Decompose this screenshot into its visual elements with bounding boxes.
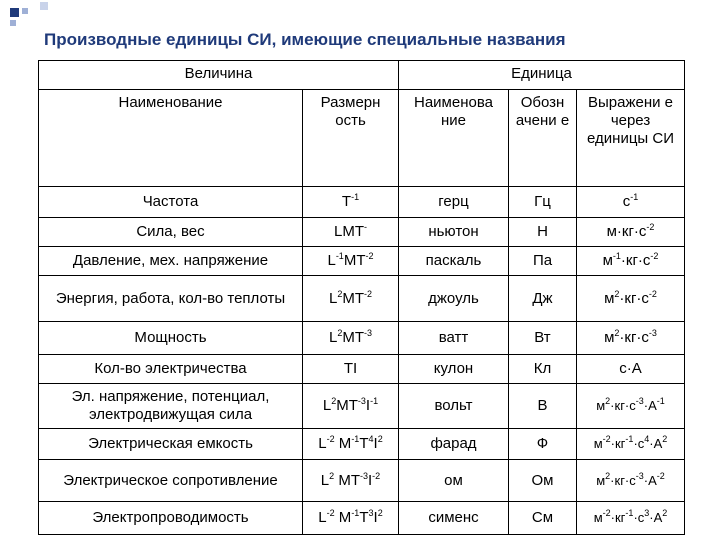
exponent: -1	[630, 192, 639, 203]
exponent: -1	[351, 434, 360, 445]
exponent: -1	[351, 507, 360, 518]
exponent: -2	[650, 251, 659, 262]
exponent: 2	[662, 434, 668, 445]
base-text: ·кг·с	[619, 289, 649, 307]
exponent: -3	[635, 396, 644, 407]
base-text: TI	[343, 359, 358, 377]
si-expression	[577, 460, 685, 501]
base-text: T	[359, 508, 369, 526]
exponent: -3	[359, 470, 368, 481]
base-text: м	[596, 398, 606, 414]
base-text: м	[593, 436, 603, 452]
si-units-table	[38, 60, 685, 535]
quantity-name: Кол-во электричества	[39, 354, 303, 383]
exponent: 2	[614, 327, 620, 338]
base-text: м·кг·с	[606, 223, 647, 241]
table-row	[39, 321, 685, 354]
base-text: с	[622, 193, 631, 211]
quantity-name: Электрическое сопротивление	[39, 460, 303, 501]
base-text: T	[341, 193, 352, 211]
table-row	[39, 429, 685, 460]
exponent: -2	[648, 288, 657, 299]
exponent: -1	[656, 396, 665, 407]
exponent: -2	[365, 251, 374, 262]
unit-symbol: Н	[509, 218, 577, 247]
dimension	[303, 354, 399, 383]
table-row	[39, 276, 685, 322]
unit-name: фарад	[399, 429, 509, 460]
dimension	[303, 383, 399, 429]
si-expression	[577, 354, 685, 383]
unit-symbol: Ом	[509, 460, 577, 501]
table-body	[39, 187, 685, 535]
base-text: L	[318, 508, 327, 526]
base-text: м	[604, 289, 615, 307]
unit-symbol: Ф	[509, 429, 577, 460]
unit-name: вольт	[399, 383, 509, 429]
dimension	[303, 218, 399, 247]
exponent: -2	[602, 434, 611, 445]
exponent: 2	[605, 396, 611, 407]
base-text: м	[602, 252, 613, 270]
decor-square-icon	[10, 8, 19, 17]
header-dimension: Размерн ость	[303, 89, 399, 186]
unit-name: кулон	[399, 354, 509, 383]
table-row	[39, 187, 685, 218]
base-text: ·А	[643, 472, 657, 488]
base-text: м	[596, 472, 606, 488]
base-text: ·кг·с	[619, 328, 649, 346]
quantity-name: Давление, мех. напряжение	[39, 247, 303, 276]
exponent: -2	[646, 222, 655, 233]
quantity-name: Электрическая емкость	[39, 429, 303, 460]
base-text: ·А	[643, 398, 657, 414]
header-symbol: Обозн ачени е	[509, 89, 577, 186]
exponent: -1	[335, 251, 344, 262]
exponent: -3	[635, 470, 644, 481]
unit-symbol: См	[509, 501, 577, 534]
decor-square-icon	[22, 8, 28, 14]
base-text: MT	[342, 289, 364, 307]
unit-name: герц	[399, 187, 509, 218]
header-expression: Выражени е через единицы СИ	[577, 89, 685, 186]
base-text: MT	[343, 252, 366, 270]
exponent: -2	[364, 288, 373, 299]
exponent: 2	[337, 288, 343, 299]
table-row	[39, 383, 685, 429]
si-expression	[577, 429, 685, 460]
base-text: L	[318, 435, 327, 453]
base-text: ·кг·с	[610, 398, 636, 414]
exponent: 4	[368, 434, 374, 445]
exponent: -2	[656, 470, 665, 481]
base-text: MT	[334, 471, 360, 489]
header-name: Наименование	[39, 89, 303, 186]
quantity-name: Энергия, работа, кол-во теплоты	[39, 276, 303, 322]
exponent: 3	[368, 507, 374, 518]
si-expression	[577, 276, 685, 322]
header-unit: Единица	[399, 61, 685, 90]
exponent: -3	[364, 327, 373, 338]
unit-symbol: Кл	[509, 354, 577, 383]
quantity-name: Эл. напряжение, потенциал, электродвижущая сила	[39, 383, 303, 429]
dimension	[303, 460, 399, 501]
exponent: -2	[326, 434, 335, 445]
unit-symbol: Вт	[509, 321, 577, 354]
unit-symbol: Дж	[509, 276, 577, 322]
table-row	[39, 247, 685, 276]
base-text: M	[334, 435, 352, 453]
si-expression	[577, 383, 685, 429]
exponent: -1	[625, 507, 634, 518]
exponent: 2	[337, 327, 343, 338]
exponent: 2	[662, 507, 668, 518]
base-text: L	[327, 252, 336, 270]
dimension	[303, 429, 399, 460]
exponent: 2	[331, 396, 337, 407]
dimension	[303, 501, 399, 534]
base-text: L	[322, 397, 332, 415]
si-expression	[577, 321, 685, 354]
base-text: I	[368, 471, 373, 489]
unit-name: джоуль	[399, 276, 509, 322]
base-text: I	[373, 435, 378, 453]
dimension	[303, 276, 399, 322]
decor-square-icon	[10, 20, 16, 26]
exponent: -2	[372, 470, 381, 481]
base-text: ·кг	[610, 436, 626, 452]
exponent: 3	[644, 507, 650, 518]
table-row	[39, 501, 685, 534]
unit-symbol: Па	[509, 247, 577, 276]
exponent: 4	[644, 434, 650, 445]
unit-name: паскаль	[399, 247, 509, 276]
exponent: -1	[370, 396, 379, 407]
base-text: ·кг·с	[610, 472, 636, 488]
exponent: -3	[357, 396, 366, 407]
si-expression	[577, 247, 685, 276]
exponent: -1	[612, 251, 621, 262]
quantity-name: Мощность	[39, 321, 303, 354]
base-text: ·с	[633, 436, 645, 452]
exponent: -1	[351, 192, 360, 203]
si-expression	[577, 501, 685, 534]
unit-symbol: В	[509, 383, 577, 429]
base-text: ·с	[633, 509, 645, 525]
exponent: -2	[602, 507, 611, 518]
unit-name: ватт	[399, 321, 509, 354]
decor-square-icon	[40, 2, 48, 10]
page-title: Производные единицы СИ, имеющие специальные названия	[44, 30, 566, 49]
header-quantity: Величина	[39, 61, 399, 90]
exponent: -3	[648, 327, 657, 338]
unit-name: ом	[399, 460, 509, 501]
quantity-name: Сила, вес	[39, 218, 303, 247]
exponent: 2	[614, 288, 620, 299]
table-row	[39, 460, 685, 501]
base-text: м	[604, 328, 615, 346]
exponent: -	[364, 222, 367, 233]
base-text: ·А	[649, 509, 663, 525]
base-text: м	[593, 509, 603, 525]
base-text: MT	[336, 397, 358, 415]
base-text: T	[359, 435, 369, 453]
exponent: 2	[377, 507, 383, 518]
base-text: ·кг	[610, 509, 626, 525]
quantity-name: Электропроводимость	[39, 501, 303, 534]
si-expression	[577, 218, 685, 247]
base-text: L	[328, 289, 338, 307]
dimension	[303, 247, 399, 276]
dimension	[303, 187, 399, 218]
dimension	[303, 321, 399, 354]
unit-symbol: Гц	[509, 187, 577, 218]
exponent: 2	[605, 470, 611, 481]
base-text: I	[373, 508, 378, 526]
base-text: ·кг·с	[620, 252, 651, 270]
si-expression	[577, 187, 685, 218]
unit-name: сименс	[399, 501, 509, 534]
base-text: ·А	[649, 436, 663, 452]
table-row	[39, 218, 685, 247]
exponent: -1	[625, 434, 634, 445]
exponent: -2	[326, 507, 335, 518]
base-text: с·А	[619, 359, 642, 377]
base-text: LMT	[334, 223, 364, 241]
exponent: 2	[377, 434, 383, 445]
base-text: L	[320, 471, 330, 489]
header-unit-name: Наименова ние	[399, 89, 509, 186]
unit-name: ньютон	[399, 218, 509, 247]
base-text: L	[328, 328, 338, 346]
exponent: 2	[329, 470, 335, 481]
base-text: MT	[342, 328, 364, 346]
table-row	[39, 354, 685, 383]
quantity-name: Частота	[39, 187, 303, 218]
base-text: M	[334, 508, 352, 526]
base-text: I	[365, 397, 371, 415]
